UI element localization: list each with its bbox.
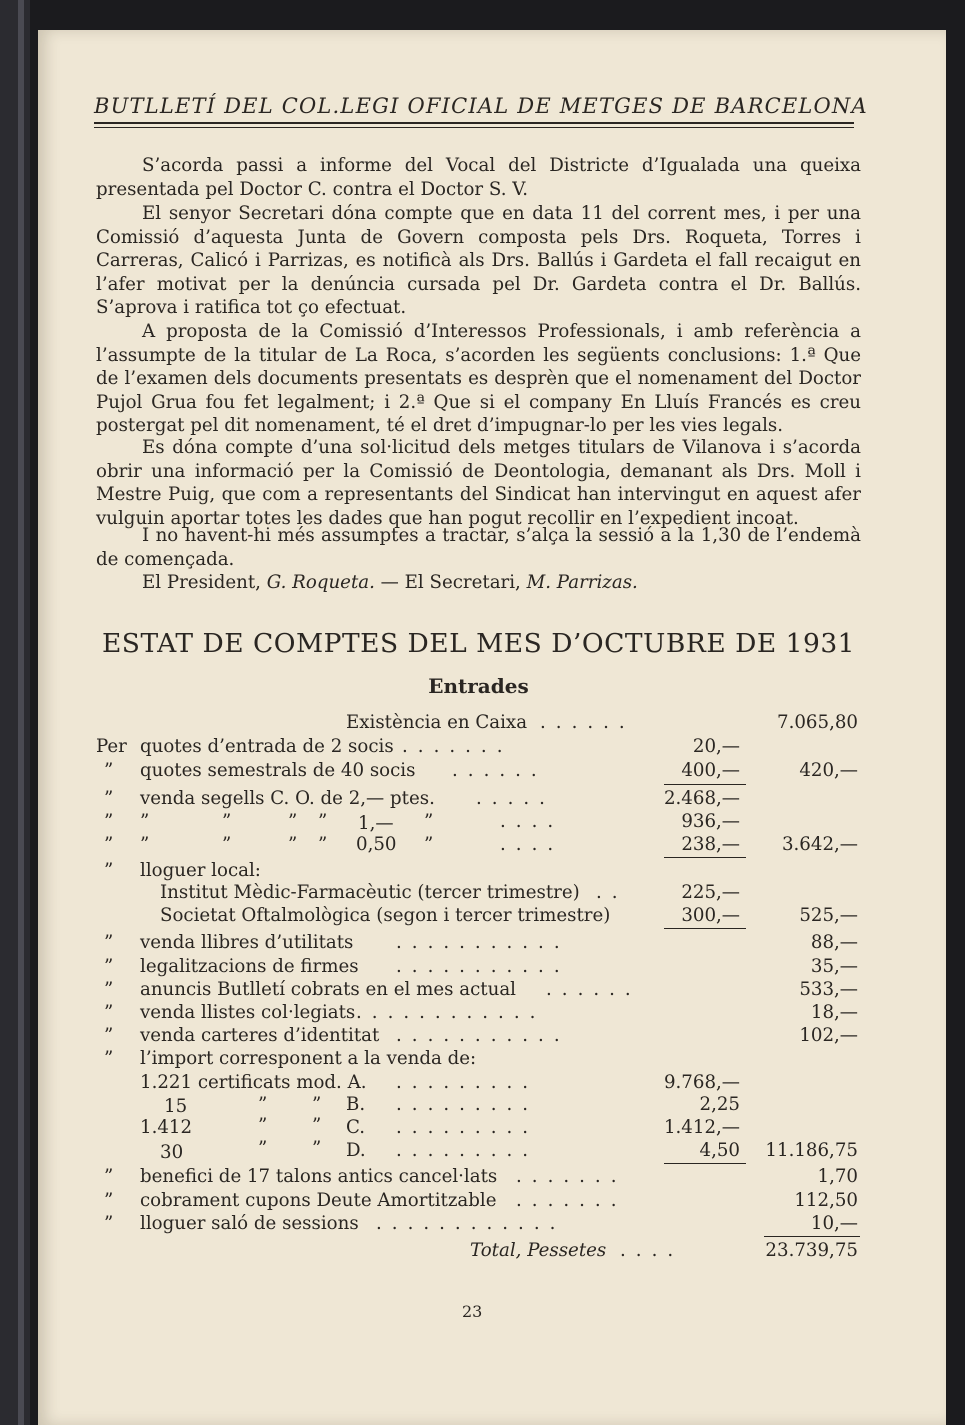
ledger-value-total: 525,— xyxy=(799,905,858,926)
minutes-paragraph-1: S’acorda passi a informe del Vocal del Districte d’Igualada una queixa presentada pel Doctor C. contra el Doctor S. V. xyxy=(96,155,861,200)
leader-dots: ...... xyxy=(452,760,547,781)
ledger-row-label: venda carteres d’identitat xyxy=(140,1025,380,1046)
ditto-mark: ” xyxy=(104,860,114,881)
sum-rule xyxy=(664,1163,746,1164)
leader-dots: .... xyxy=(500,811,564,832)
leader-dots: ..... xyxy=(476,788,555,809)
certificate-model: D. xyxy=(346,1140,366,1161)
leader-dots: ....... xyxy=(516,1166,627,1187)
ditto-mark: ” xyxy=(104,811,114,832)
ledger-row-label: cobrament cupons Deute Amortitzable xyxy=(140,1190,497,1211)
ledger-row-label: Existència en Caixa xyxy=(346,712,528,733)
ditto-mark: ” xyxy=(104,1002,114,1023)
ledger-value-total: 11.186,75 xyxy=(765,1140,858,1161)
per-label: Per xyxy=(96,736,127,757)
ditto-mark: ” xyxy=(318,811,328,832)
certificate-model: C. xyxy=(346,1117,366,1138)
certificate-model: B. xyxy=(346,1094,366,1115)
book-spine xyxy=(0,0,30,1425)
leader-dots: ............ xyxy=(376,1213,566,1234)
ledger-row-label: venda segells C. O. de 2,— ptes. xyxy=(140,788,435,809)
ditto-mark: ” xyxy=(104,1025,114,1046)
sum-rule xyxy=(664,857,746,858)
ledger-row-label: lloguer saló de sessions xyxy=(140,1213,359,1234)
leader-dots: .. xyxy=(596,882,628,903)
ledger-value-total: 35,— xyxy=(810,956,858,977)
ditto-mark: ” xyxy=(424,834,434,855)
ledger-value: 1.412,— xyxy=(663,1117,740,1138)
ledger-row-label: venda llistes col·legiats xyxy=(140,1002,356,1023)
ledger-value: 9.768,— xyxy=(663,1072,740,1093)
ledger-value: 936,— xyxy=(681,811,740,832)
ditto-mark: ” xyxy=(288,811,298,832)
ledger-row-label: quotes d’entrada de 2 socis xyxy=(140,736,394,757)
ledger-row-label: quotes semestrals de 40 socis xyxy=(140,760,416,781)
sum-rule xyxy=(664,928,746,929)
ledger-value: 4,50 xyxy=(699,1140,740,1161)
leader-dots: ......... xyxy=(396,1140,539,1161)
ditto-mark: ” xyxy=(222,811,232,832)
ledger-row-label: 1.221 certificats mod. A. xyxy=(140,1072,367,1093)
ledger-row-label: venda llibres d’utilitats xyxy=(140,932,354,953)
ledger-value: 225,— xyxy=(681,882,740,903)
ditto-mark: ” xyxy=(258,1138,268,1159)
accounts-subtitle: Entrades xyxy=(428,674,529,698)
header-rule xyxy=(94,122,854,124)
president-label: El President, xyxy=(142,572,261,593)
ditto-mark: ” xyxy=(318,834,328,855)
ledger-value-total: 10,— xyxy=(810,1213,858,1234)
ditto-mark: ” xyxy=(222,834,232,855)
ledger-row-label: lloguer local: xyxy=(140,860,261,881)
ditto-mark: ” xyxy=(312,1115,322,1136)
leader-dots: .... xyxy=(620,1240,684,1261)
ditto-mark: ” xyxy=(104,1166,114,1187)
leader-dots: ...... xyxy=(540,712,635,733)
ditto-mark: ” xyxy=(140,811,150,832)
certificate-count: 1.412 xyxy=(140,1117,193,1138)
ledger-row-label: legalitzacions de firmes xyxy=(140,956,359,977)
header-rule-thin xyxy=(94,127,854,128)
total-value: 23.739,75 xyxy=(765,1240,858,1261)
ledger-row-label: benefici de 17 talons antics cancel·lats xyxy=(140,1166,498,1187)
certificate-count: 30 xyxy=(160,1142,184,1163)
ditto-mark: ” xyxy=(104,1190,114,1211)
secretary-label: — El Secretari, xyxy=(380,572,521,593)
leader-dots: .... xyxy=(500,834,564,855)
ledger-value-total: 88,— xyxy=(810,932,858,953)
leader-dots: ......... xyxy=(396,1117,539,1138)
ledger-value: 2.468,— xyxy=(663,788,740,809)
ditto-mark: ” xyxy=(104,1048,114,1069)
ditto-mark: ” xyxy=(140,834,150,855)
leader-dots: ......... xyxy=(396,1094,539,1115)
ledger-value-total: 1,70 xyxy=(817,1166,858,1187)
ditto-mark: ” xyxy=(104,956,114,977)
accounts-title: ESTAT DE COMPTES DEL MES D’OCTUBRE DE 1931 xyxy=(101,628,856,659)
minutes-paragraph-4: Es dóna compte d’una sol·licitud dels metges titulars de Vilanova i s’acorda obrir una informació per la Comissió de Deontologia, demanant als Drs. Moll i Mestre Puig, que com a representants del Sindicat han intervingut en aquest afer vulguin aportar totes les dades que han pogut recollir en l’expedient incoat. xyxy=(96,437,861,529)
total-label: Total, Pessetes xyxy=(470,1240,607,1261)
ditto-mark: ” xyxy=(104,760,114,781)
ditto-mark: ” xyxy=(312,1094,322,1115)
minutes-paragraph-5: I no havent-hi més assumptes a tractar, s’alça la sessió a la 1,30 de l’endemà de començada. xyxy=(96,525,861,570)
president-name: G. Roqueta. xyxy=(266,572,375,593)
leader-dots: ...... xyxy=(546,979,641,1000)
ledger-value-total: 3.642,— xyxy=(781,834,858,855)
ledger-value: 300,— xyxy=(681,905,740,926)
leader-dots: ........... xyxy=(396,1025,570,1046)
running-header: BUTLLETÍ DEL COL.LEGI OFICIAL DE METGES DE BARCELONA xyxy=(94,94,868,118)
ditto-mark: ” xyxy=(258,1115,268,1136)
signatures-line xyxy=(96,571,861,595)
ditto-mark: ” xyxy=(288,834,298,855)
leader-dots: ....... xyxy=(516,1190,627,1211)
ledger-row-label: l’import corresponent a la venda de: xyxy=(140,1048,477,1069)
ledger-value-total: 7.065,80 xyxy=(777,712,858,733)
ledger-value-total: 533,— xyxy=(799,979,858,1000)
ledger-value-total: 420,— xyxy=(799,760,858,781)
ledger-value-total: 18,— xyxy=(810,1002,858,1023)
leader-dots: ........... xyxy=(396,956,570,977)
ledger-row-label: 0,50 xyxy=(356,834,397,855)
leader-dots: ......... xyxy=(396,1072,539,1093)
ledger-row-label: Societat Oftalmològica (segon i tercer trimestre) xyxy=(160,905,611,926)
ditto-mark: ” xyxy=(258,1094,268,1115)
ledger-row-label: anuncis Butlletí cobrats en el mes actual xyxy=(140,979,516,1000)
leader-dots: ....... xyxy=(402,736,513,757)
ledger-value: 238,— xyxy=(681,834,740,855)
ditto-mark: ” xyxy=(104,979,114,1000)
sum-rule xyxy=(664,784,746,785)
ledger-row-label: Institut Mèdic-Farmacèutic (tercer trimestre) xyxy=(160,882,580,903)
sum-rule xyxy=(764,1236,860,1237)
ditto-mark: ” xyxy=(104,788,114,809)
ledger-value: 2,25 xyxy=(699,1094,740,1115)
ditto-mark: ” xyxy=(312,1138,322,1159)
ledger-value: 20,— xyxy=(692,736,740,757)
leader-dots: ........... xyxy=(396,932,570,953)
ledger-row-label: 1,— xyxy=(358,813,394,834)
minutes-paragraph-2: El senyor Secretari dóna compte que en data 11 del corrent mes, i per una Comissió d’aquesta Junta de Govern composta pels Drs. Roqueta, Torres i Carreras, Calicó i Parrizas, es notificà als Drs. Ballús i Gardeta el fall recaigut en l’afer motivat per la denúncia cursada pel Dr. Gardeta contra el Dr. Ballús. S’aprova i ratifica tot ço efectuat. xyxy=(96,203,861,319)
page-number: 23 xyxy=(462,1302,483,1321)
certificate-count: 15 xyxy=(164,1096,188,1117)
ditto-mark: ” xyxy=(424,811,434,832)
ditto-mark: ” xyxy=(104,834,114,855)
ledger-value-total: 112,50 xyxy=(794,1190,858,1211)
ditto-mark: ” xyxy=(104,932,114,953)
ledger-value-total: 102,— xyxy=(799,1025,858,1046)
secretary-name: M. Parrizas. xyxy=(526,572,638,593)
ledger-value: 400,— xyxy=(681,760,740,781)
leader-dots: ............ xyxy=(356,1002,546,1023)
ditto-mark: ” xyxy=(104,1213,114,1234)
minutes-paragraph-3: A proposta de la Comissió d’Interessos Professionals, i amb referència a l’assumpte de la titular de La Roca, s’acorden les següents conclusions: 1.ª Que de l’examen dels documents presentats es desprèn que el nomenament del Doctor Pujol Grua fou fet legalment; i 2.ª Que si el company En Lluís Francés es creu postergat pel dit nomenament, té el dret d’impugnar-lo per les vies legals. xyxy=(96,321,861,437)
